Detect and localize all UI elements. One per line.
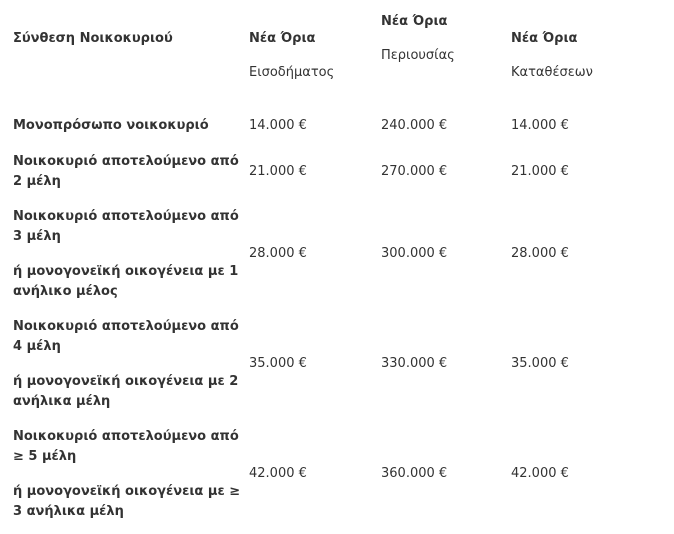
income-limit: 21.000 € xyxy=(249,164,307,179)
property-limit: 300.000 € xyxy=(381,246,448,261)
row-label xyxy=(13,207,245,302)
header-composition: Σύνθεση Νοικοκυριού xyxy=(13,31,173,46)
row-label-line: Νοικοκυριό αποτελούμενο από xyxy=(13,154,239,169)
header-property-subtitle: Περιουσίας xyxy=(381,48,455,63)
row-label-line: Νοικοκυριό αποτελούμενο από xyxy=(13,319,239,334)
header-property-title: Νέα Όρια xyxy=(381,14,448,29)
row-label-line: Νοικοκυριό αποτελούμενο από xyxy=(13,429,239,444)
deposits-limit: 28.000 € xyxy=(511,246,569,261)
table-row xyxy=(0,317,674,412)
row-label-line: 4 μέλη xyxy=(13,339,61,354)
header-deposits-subtitle: Καταθέσεων xyxy=(511,65,593,80)
row-label-line: ή μονογονεϊκή οικογένεια με 1 xyxy=(13,264,239,279)
table-row xyxy=(0,427,674,522)
row-label-line: 3 μέλη xyxy=(13,229,61,244)
row-label xyxy=(13,427,245,522)
header-deposits-title: Νέα Όρια xyxy=(511,31,578,46)
table-row xyxy=(0,207,674,302)
header-income-title: Νέα Όρια xyxy=(249,31,316,46)
deposits-limit: 14.000 € xyxy=(511,118,569,133)
table-row xyxy=(0,152,674,192)
deposits-limit: 21.000 € xyxy=(511,164,569,179)
income-limit: 42.000 € xyxy=(249,466,307,481)
row-label-line: ανήλικο μέλος xyxy=(13,284,118,299)
deposits-limit: 42.000 € xyxy=(511,466,569,481)
row-label xyxy=(13,317,245,412)
property-limit: 270.000 € xyxy=(381,164,448,179)
property-limit: 240.000 € xyxy=(381,118,448,133)
row-label-line: Νοικοκυριό αποτελούμενο από xyxy=(13,209,239,224)
row-label xyxy=(13,116,245,136)
property-limit: 330.000 € xyxy=(381,356,448,371)
header-income-subtitle: Εισοδήματος xyxy=(249,65,335,80)
row-label-line: Μονοπρόσωπο νοικοκυριό xyxy=(13,118,209,133)
row-label-line: ανήλικα μέλη xyxy=(13,394,111,409)
row-label-line: 3 ανήλικα μέλη xyxy=(13,504,124,519)
row-label-line: ή μονογονεϊκή οικογένεια με ≥ xyxy=(13,484,241,499)
row-label-line: 2 μέλη xyxy=(13,174,61,189)
deposits-limit: 35.000 € xyxy=(511,356,569,371)
row-label-line: ή μονογονεϊκή οικογένεια με 2 xyxy=(13,374,239,389)
table-row xyxy=(0,116,674,136)
income-limit: 35.000 € xyxy=(249,356,307,371)
row-label-line: ≥ 5 μέλη xyxy=(13,449,77,464)
income-limit: 28.000 € xyxy=(249,246,307,261)
property-limit: 360.000 € xyxy=(381,466,448,481)
row-label xyxy=(13,152,245,192)
income-limit: 14.000 € xyxy=(249,118,307,133)
